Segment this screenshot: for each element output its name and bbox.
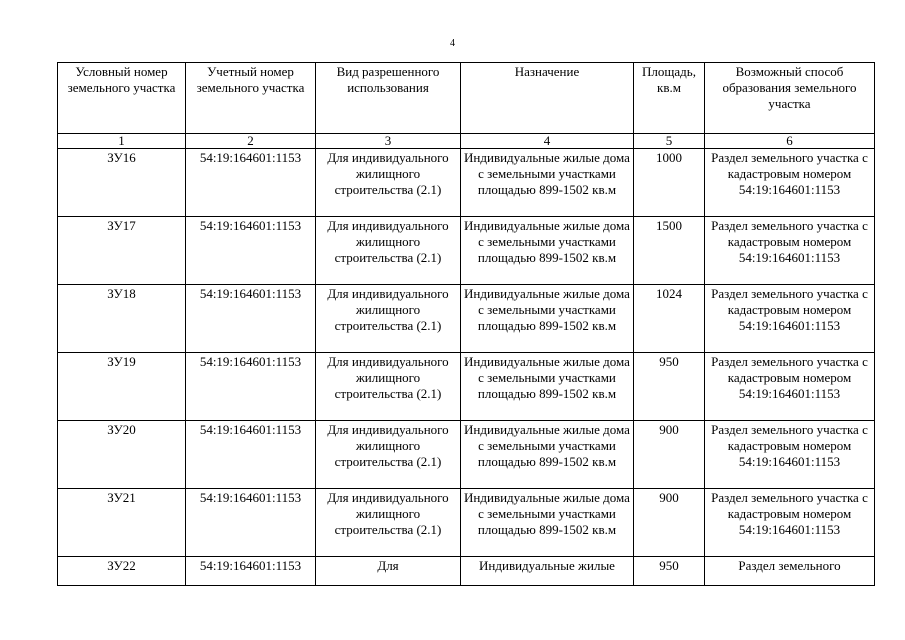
formation-method-cell: Раздел земельного участка с кадастровым номером 54:19:164601:1153	[705, 149, 875, 217]
table-row	[58, 285, 875, 353]
cadastral-number-cell: 54:19:164601:1153	[186, 285, 316, 353]
purpose-cell: Индивидуальные жилые дома с земельными участками площадью 899-1502 кв.м	[461, 285, 634, 353]
permitted-use-cell: Для индивидуального жилищного строительства (2.1)	[316, 217, 461, 285]
table-row	[58, 217, 875, 285]
column-number: 3	[316, 134, 461, 149]
permitted-use-cell: Для индивидуального жилищного строительства (2.1)	[316, 421, 461, 489]
cadastral-number-cell: 54:19:164601:1153	[186, 557, 316, 586]
purpose-cell: Индивидуальные жилые дома с земельными участками площадью 899-1502 кв.м	[461, 149, 634, 217]
plot-id-cell: ЗУ17	[58, 217, 186, 285]
formation-method-cell: Раздел земельного участка с кадастровым номером 54:19:164601:1153	[705, 353, 875, 421]
cadastral-number-cell: 54:19:164601:1153	[186, 217, 316, 285]
header-cadastral-number: Учетный номер земельного участка	[186, 63, 316, 134]
plot-id-cell: ЗУ19	[58, 353, 186, 421]
column-number: 6	[705, 134, 875, 149]
header-purpose: Назначение	[461, 63, 634, 134]
cadastral-number-cell: 54:19:164601:1153	[186, 353, 316, 421]
land-plots-table	[57, 62, 875, 586]
plot-id-cell: ЗУ20	[58, 421, 186, 489]
column-number: 4	[461, 134, 634, 149]
formation-method-cell: Раздел земельного участка с кадастровым номером 54:19:164601:1153	[705, 489, 875, 557]
purpose-cell: Индивидуальные жилые дома с земельными участками площадью 899-1502 кв.м	[461, 217, 634, 285]
permitted-use-cell: Для индивидуального жилищного строительства (2.1)	[316, 489, 461, 557]
area-cell: 1000	[634, 149, 705, 217]
area-cell: 1500	[634, 217, 705, 285]
cadastral-number-cell: 54:19:164601:1153	[186, 489, 316, 557]
formation-method-cell: Раздел земельного участка с кадастровым номером 54:19:164601:1153	[705, 217, 875, 285]
permitted-use-cell: Для	[316, 557, 461, 586]
purpose-cell: Индивидуальные жилые	[461, 557, 634, 586]
purpose-cell: Индивидуальные жилые дома с земельными участками площадью 899-1502 кв.м	[461, 489, 634, 557]
table-row	[58, 557, 875, 586]
plot-id-cell: ЗУ16	[58, 149, 186, 217]
column-number: 5	[634, 134, 705, 149]
table-row	[58, 149, 875, 217]
purpose-cell: Индивидуальные жилые дома с земельными участками площадью 899-1502 кв.м	[461, 353, 634, 421]
area-cell: 900	[634, 421, 705, 489]
table-row	[58, 421, 875, 489]
purpose-cell: Индивидуальные жилые дома с земельными участками площадью 899-1502 кв.м	[461, 421, 634, 489]
table-row	[58, 489, 875, 557]
column-number: 1	[58, 134, 186, 149]
column-number: 2	[186, 134, 316, 149]
area-cell: 900	[634, 489, 705, 557]
cadastral-number-cell: 54:19:164601:1153	[186, 149, 316, 217]
header-area: Площадь, кв.м	[634, 63, 705, 134]
header-formation-method: Возможный способ образования земельного участка	[705, 63, 875, 134]
column-number-row	[58, 134, 875, 149]
header-permitted-use: Вид разрешенного использования	[316, 63, 461, 134]
plot-id-cell: ЗУ22	[58, 557, 186, 586]
permitted-use-cell: Для индивидуального жилищного строительства (2.1)	[316, 353, 461, 421]
formation-method-cell: Раздел земельного	[705, 557, 875, 586]
area-cell: 950	[634, 557, 705, 586]
formation-method-cell: Раздел земельного участка с кадастровым номером 54:19:164601:1153	[705, 285, 875, 353]
cadastral-number-cell: 54:19:164601:1153	[186, 421, 316, 489]
area-cell: 950	[634, 353, 705, 421]
table-row	[58, 353, 875, 421]
header-row	[58, 63, 875, 134]
plot-id-cell: ЗУ21	[58, 489, 186, 557]
page-number: 4	[450, 38, 455, 49]
plot-id-cell: ЗУ18	[58, 285, 186, 353]
formation-method-cell: Раздел земельного участка с кадастровым номером 54:19:164601:1153	[705, 421, 875, 489]
permitted-use-cell: Для индивидуального жилищного строительства (2.1)	[316, 149, 461, 217]
header-plot-id: Условный номер земельного участка	[58, 63, 186, 134]
area-cell: 1024	[634, 285, 705, 353]
permitted-use-cell: Для индивидуального жилищного строительства (2.1)	[316, 285, 461, 353]
